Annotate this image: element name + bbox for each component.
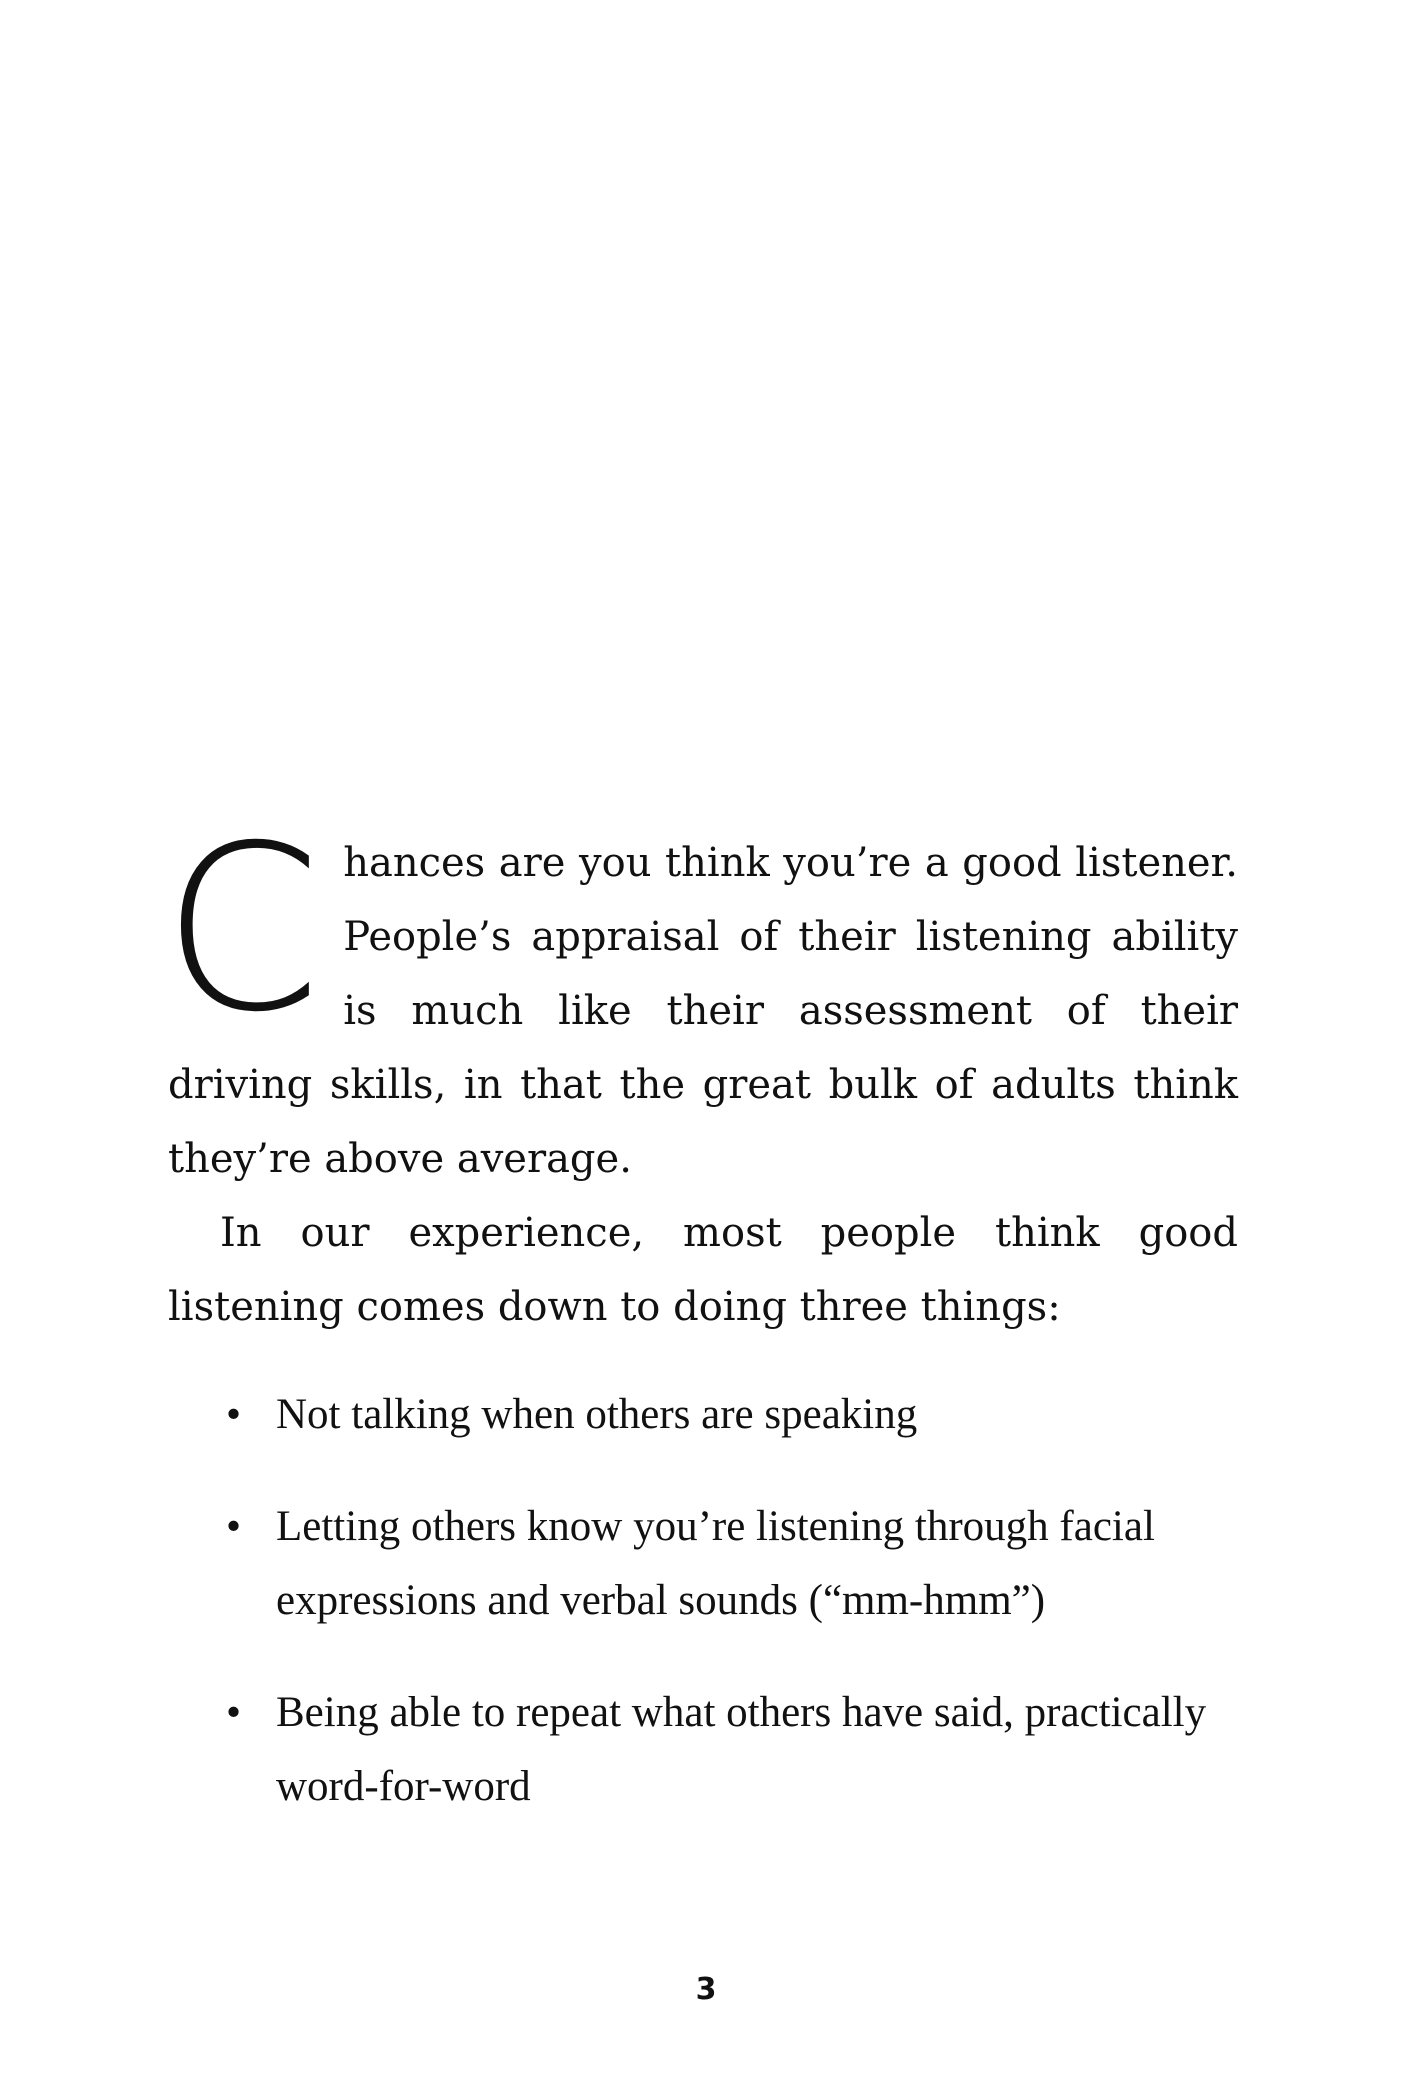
bullet-item-text: Not talking when others are speaking <box>276 1391 918 1438</box>
drop-cap-letter: C <box>162 796 322 1062</box>
bullet-list <box>168 1378 1238 1824</box>
page-number: 3 <box>695 1972 717 2007</box>
second-paragraph-text: In our experience, most people think good listening comes down to doing three things: <box>168 1210 1238 1330</box>
bullet-item-text: Letting others know you’re listening through facial expressions and verbal sounds (“mm-hmm”) <box>276 1503 1155 1624</box>
opening-paragraph-text: hances are you think you’re a good listener. People’s appraisal of their listening ability is much like their assessment of their driving skills, in that the great bulk of adults think they’re above average. <box>168 840 1238 1182</box>
bullet-dot-icon: • <box>226 1391 242 1438</box>
bullet-item <box>168 1378 1238 1452</box>
bullet-item <box>168 1490 1238 1638</box>
bullet-dot-icon: • <box>226 1503 242 1550</box>
opening-paragraph <box>162 796 1238 1196</box>
bullet-item <box>168 1676 1238 1824</box>
second-paragraph <box>168 1196 1238 1344</box>
body-text <box>162 796 1238 1862</box>
bullet-dot-icon: • <box>226 1689 242 1736</box>
bullet-item-text: Being able to repeat what others have said, practically word-for-word <box>276 1689 1207 1810</box>
